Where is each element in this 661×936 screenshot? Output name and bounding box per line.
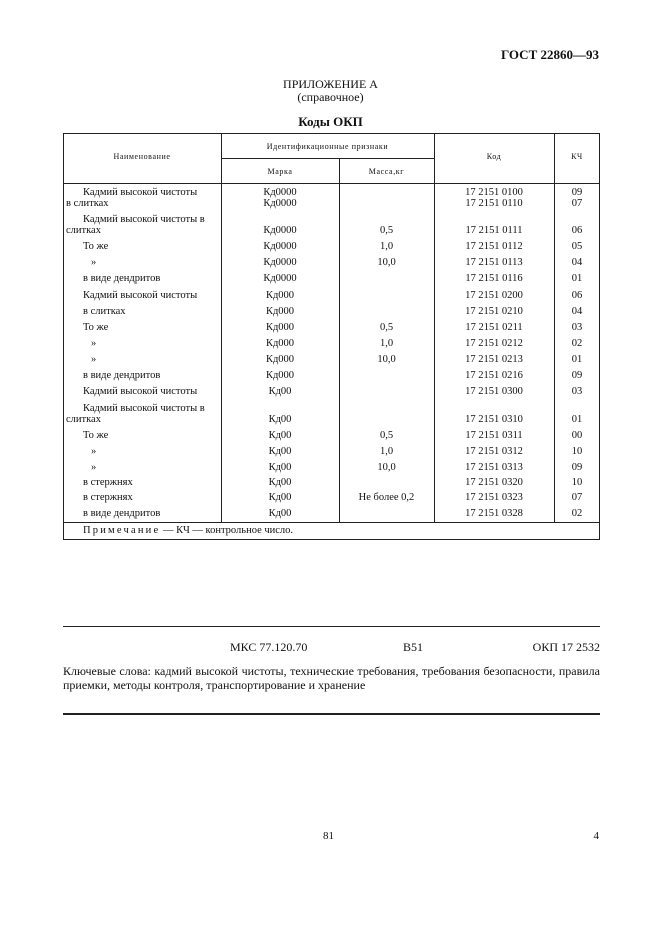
cell-mass: 1,0 [379, 241, 394, 252]
cell-name: в виде дендритов [83, 508, 161, 519]
cell-code: 17 2151 0113 [465, 257, 523, 268]
cell-kch: 01 [571, 354, 583, 365]
cell-name: » [91, 354, 97, 365]
cell-kch: 03 [571, 386, 583, 397]
header-kch: КЧ [571, 152, 583, 161]
table-title: Коды ОКП [298, 114, 363, 129]
cell-mark: Кд0000 [263, 273, 297, 284]
cell-mark: Кд0000 [263, 257, 297, 268]
cell-mark: Кд00 [268, 508, 292, 519]
note-divider [63, 522, 600, 523]
cell-code: 17 2151 0311 [465, 430, 523, 441]
cell-code: 17 2151 0313 [465, 462, 523, 473]
table-note [83, 525, 293, 536]
cell-mass: 0,5 [379, 225, 394, 236]
cell-name: в слитках [83, 306, 126, 317]
cell-kch: 03 [571, 322, 583, 333]
header-ident-group: Идентификационные признаки [266, 142, 389, 151]
cell-code: 17 2151 0323 [465, 492, 523, 503]
cell-mass: 10,0 [377, 257, 396, 268]
cell-code: 17 2151 0212 [465, 338, 523, 349]
cell-mass: 10,0 [377, 354, 396, 365]
cell-kch: 04 [571, 306, 583, 317]
cell-mark: Кд0000 [263, 187, 297, 198]
cell-kch: 09 [571, 370, 583, 381]
cell-mass: 1,0 [379, 338, 394, 349]
cell-mark: Кд00 [268, 414, 292, 425]
header-name: Наименование [113, 152, 171, 161]
page-number: 81 [323, 830, 334, 842]
cell-name: То же [83, 322, 109, 333]
cell-code: 17 2151 0200 [465, 290, 523, 301]
cell-mark: Кд0000 [263, 241, 297, 252]
cell-mark: Кд0000 [263, 225, 297, 236]
cell-name: слитках [66, 414, 101, 425]
cell-mark: Кд00 [268, 477, 292, 488]
cell-mark: Кд00 [268, 462, 292, 473]
cell-name: слитках [66, 225, 101, 236]
cell-mass: 1,0 [379, 446, 394, 457]
cell-mark: Кд000 [265, 322, 295, 333]
cell-kch: 00 [571, 430, 583, 441]
cell-name: в стержнях [83, 492, 133, 503]
cell-name: в слитках [66, 198, 109, 209]
cell-name: Кадмий высокой чистоты в [83, 214, 205, 225]
cell-code: 17 2151 0216 [465, 370, 523, 381]
cell-mark: Кд00 [268, 430, 292, 441]
cell-kch: 06 [571, 225, 583, 236]
header-mass: Масса,кг [368, 167, 405, 176]
cell-kch: 01 [571, 414, 583, 425]
cell-code: 17 2151 0320 [465, 477, 523, 488]
note-label: Примечание [83, 525, 161, 536]
cell-kch: 07 [571, 198, 583, 209]
cell-mark: Кд000 [265, 370, 295, 381]
cell-name: » [91, 462, 97, 473]
cell-kch: 06 [571, 290, 583, 301]
cell-name: То же [83, 430, 109, 441]
cell-mark: Кд000 [265, 290, 295, 301]
note-text: — КЧ — контрольное число. [160, 525, 294, 536]
cell-mark: Кд00 [268, 386, 292, 397]
cell-kch: 09 [571, 187, 583, 198]
cell-code: 17 2151 0328 [465, 508, 523, 519]
cell-code: 17 2151 0300 [465, 386, 523, 397]
cell-code: 17 2151 0210 [465, 306, 523, 317]
appendix-heading [0, 78, 661, 104]
footer-rule-top [63, 626, 600, 627]
cell-name: в виде дендритов [83, 370, 161, 381]
footer-mks: МКС 77.120.70 [230, 640, 308, 654]
cell-code: 17 2151 0116 [465, 273, 523, 284]
cell-kch: 10 [571, 477, 583, 488]
cell-code: 17 2151 0310 [465, 414, 523, 425]
cell-mark: Кд00 [268, 492, 292, 503]
header-divider [63, 183, 600, 184]
footer-okp: ОКП 17 2532 [532, 640, 600, 654]
cell-kch: 01 [571, 273, 583, 284]
okp-codes-table [63, 133, 600, 540]
table-border-bottom [63, 539, 600, 540]
page-corner-number: 4 [593, 830, 599, 842]
cell-kch: 02 [571, 338, 583, 349]
cell-mass: Не более 0,2 [358, 492, 415, 503]
cell-name: » [91, 446, 97, 457]
cell-code: 17 2151 0213 [465, 354, 523, 365]
cell-mass: 10,0 [377, 462, 396, 473]
cell-mark: Кд000 [265, 306, 295, 317]
header-mark: Марка [267, 167, 293, 176]
table-border-left [63, 133, 64, 540]
cell-name: Кадмий высокой чистоты [83, 187, 198, 198]
cell-name: в виде дендритов [83, 273, 161, 284]
cell-code: 17 2151 0111 [465, 225, 523, 236]
cell-code: 17 2151 0211 [465, 322, 523, 333]
cell-name: » [91, 338, 97, 349]
cell-code: 17 2151 0110 [465, 198, 523, 209]
footer-keywords: Ключевые слова: кадмий высокой чистоты, технические требования, требования безопасности, правила приемки, методы контроля, транспортирование и хранение [63, 664, 600, 692]
cell-name: Кадмий высокой чистоты [83, 386, 198, 397]
cell-name: в стержнях [83, 477, 133, 488]
cell-mass: 0,5 [379, 430, 394, 441]
cell-name: Кадмий высокой чистоты [83, 290, 198, 301]
standard-code: ГОСТ 22860—93 [500, 47, 599, 62]
cell-name: То же [83, 241, 109, 252]
cell-mark: Кд00 [268, 446, 292, 457]
cell-code: 17 2151 0100 [465, 187, 523, 198]
cell-name: » [91, 257, 97, 268]
header-code: Код [486, 152, 502, 161]
header-subdivider [221, 158, 434, 159]
cell-kch: 05 [571, 241, 583, 252]
cell-kch: 02 [571, 508, 583, 519]
table-border-top [63, 133, 600, 134]
cell-mass: 0,5 [379, 322, 394, 333]
cell-code: 17 2151 0112 [465, 241, 523, 252]
cell-name: Кадмий высокой чистоты в [83, 403, 205, 414]
cell-mark: Кд000 [265, 354, 295, 365]
cell-kch: 09 [571, 462, 583, 473]
cell-kch: 10 [571, 446, 583, 457]
cell-mark: Кд000 [265, 338, 295, 349]
cell-kch: 04 [571, 257, 583, 268]
appendix-subtitle: (справочное) [297, 90, 364, 104]
cell-kch: 07 [571, 492, 583, 503]
cell-mark: Кд0000 [263, 198, 297, 209]
appendix-title: ПРИЛОЖЕНИЕ А [283, 77, 378, 91]
footer-group: В51 [403, 640, 424, 654]
footer-rule-bottom [63, 713, 600, 715]
cell-code: 17 2151 0312 [465, 446, 523, 457]
